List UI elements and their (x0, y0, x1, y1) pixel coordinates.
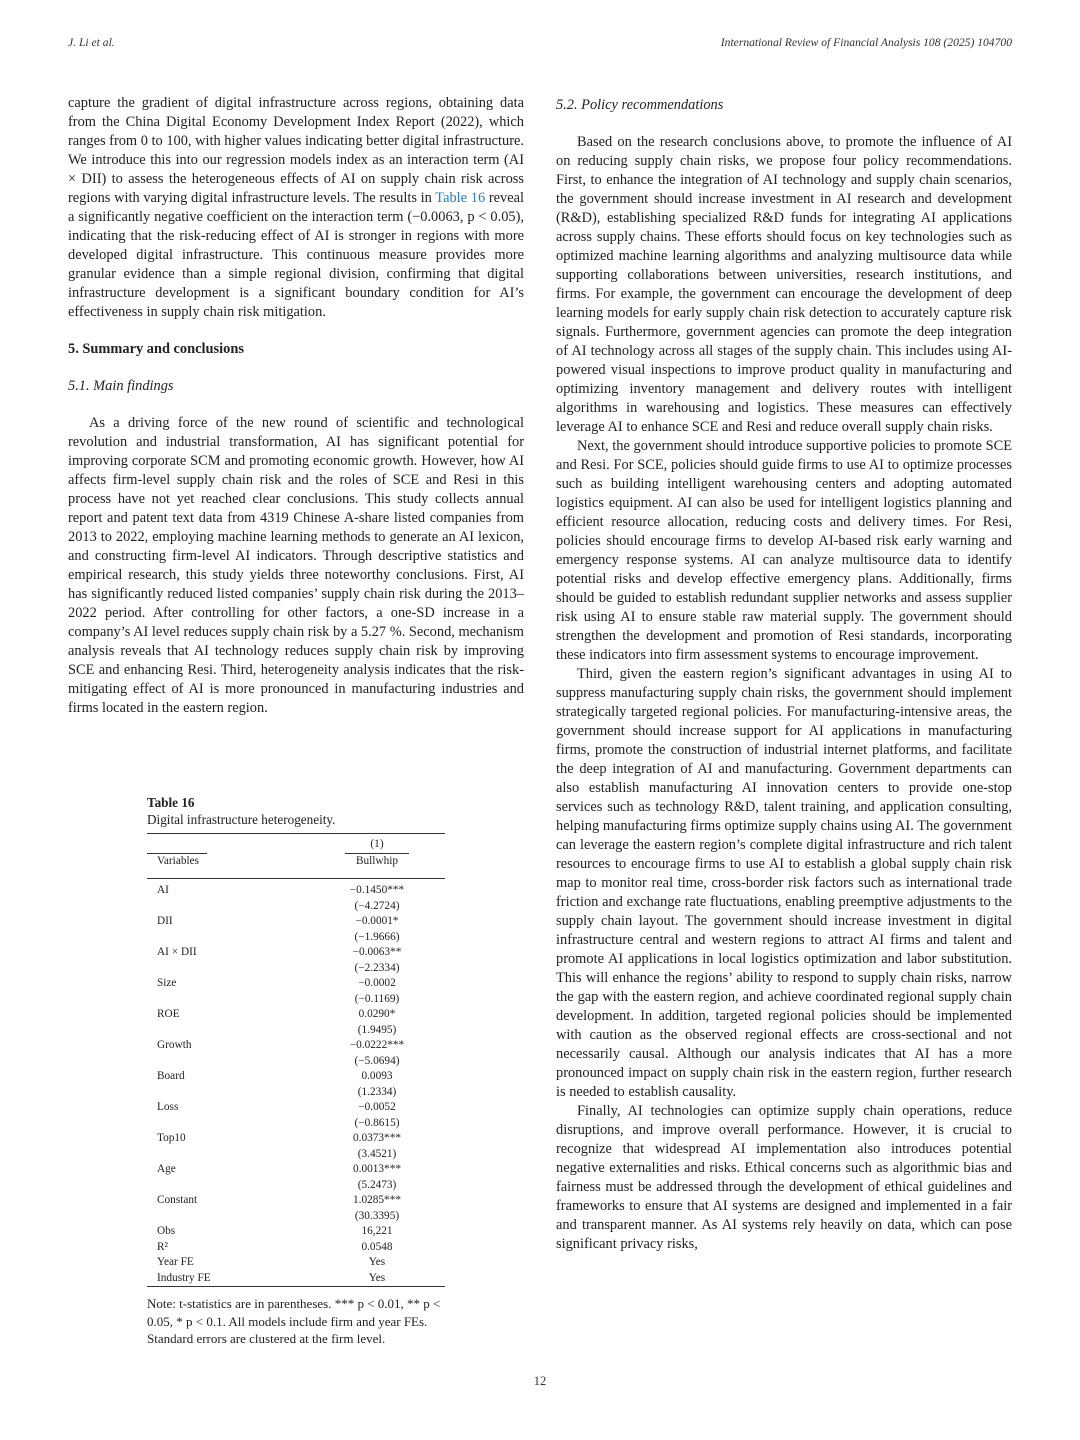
stat-label: Industry FE (147, 1271, 309, 1287)
subsection-heading-policy: 5.2. Policy recommendations (556, 97, 724, 113)
t-statistic: (−0.1169) (354, 992, 400, 1005)
t-statistic: (−2.2334) (354, 961, 400, 974)
stat-label: R² (157, 1240, 168, 1253)
stat-value: 16,221 (361, 1225, 393, 1237)
table-title: Table 16 (147, 795, 195, 810)
table-row-tstat (147, 1085, 445, 1101)
policy-paragraph-1: Based on the research conclusions above, to promote the influence of AI on reducing supply chain risks, we propose four policy recommendations. First, to enhance the integration of AI technology and supply chain scenarios, the government should increase investment in AI research and development (R&D), establishing specialized R&D funds for integrating AI applications across supply chains. These efforts should focus on key technologies such as optimized machine learning algorithms and analyzing multisource data while supporting collaborations between universities, research institutions, and firms. For example, the government can encourage the development of deep learning models for early supply chain risk detection to accurately capture risk signals. Furthermore, government agencies can promote the deep integration of AI technology across all stages of the supply chain. This includes using AI-powered visual inspections to improve product quality in manufacturing and optimizing inventory management and delivery routes with intelligent algorithms in warehousing and logistics. These measures can effectively leverage AI to enhance SCE and Resi and reduce overall supply chain risks. (556, 134, 1012, 435)
table-row (147, 1131, 445, 1147)
table16-link[interactable]: Table 16 (435, 190, 486, 206)
intro-paragraph (68, 94, 524, 322)
coefficient: 0.0093 (361, 1070, 393, 1082)
coefficient: −0.0052 (358, 1101, 396, 1113)
variable-name: Size (157, 977, 177, 989)
t-statistic: (−5.0694) (354, 1054, 400, 1067)
regression-table (147, 833, 445, 1287)
variable-name: AI × DII (157, 946, 197, 958)
coefficient: 1.0285*** (352, 1194, 401, 1206)
table-row (147, 1100, 445, 1116)
table-row (147, 976, 445, 992)
left-column (68, 94, 524, 718)
variable-name: Constant (157, 1194, 198, 1206)
table-row (147, 1069, 445, 1085)
intro-text-2: reveal a significantly negative coefficient on the interaction term (−0.0063, p < 0.05), indicating that the risk-reducing effect of AI is stronger in regions with more developed digital infrastructure. This continuous measure provides more granular evidence than a simple regional division, confirming that digital infrastructure development is a significant boundary condition for AI’s effectiveness in supply chain risk mitigation. (68, 190, 524, 320)
table-row-tstat (147, 930, 445, 946)
coefficient: −0.1450*** (349, 884, 405, 896)
section-heading: 5. Summary and conclusions (68, 341, 244, 357)
main-findings-paragraph: As a driving force of the new round of scientific and technological revolution and industrial transformation, AI has significant potential for improving corporate SCM and promoting economic growth. However, how AI affects firm-level supply chain risk and the roles of SCE and Resi in this process have not yet reached clear conclusions. This study collects annual report and patent text data from 4319 Chinese A-share listed companies from 2013 to 2022, employing machine learning methods to generate an AI lexicon, and constructing firm-level AI indicators. Through descriptive statistics and empirical research, this study yields three noteworthy conclusions. First, AI has significantly reduced listed companies’ supply chain risk during the 2013–2022 period. After controlling for other factors, a one-SD increase in a company’s AI level reduces supply chain risk by a 5.27 %. Second, mechanism analysis reveals that AI technology reduces supply chain risk by improving SCE and enhancing Resi. Third, heterogeneity analysis indicates that the risk-mitigating effect of AI is more pronounced in manufacturing industries and firms located in the eastern region. (68, 415, 524, 716)
table-row-tstat (147, 961, 445, 977)
table-subheader-row (147, 856, 445, 879)
t-statistic: (5.2473) (357, 1178, 397, 1191)
t-statistic: (−0.8615) (354, 1116, 400, 1129)
t-statistic: (30.3395) (354, 1209, 400, 1222)
variable-name: Board (157, 1070, 185, 1082)
t-statistic: (−4.2724) (354, 899, 400, 912)
table-row (147, 1162, 445, 1178)
table-note: Note: t-statistics are in parentheses. *** p < 0.01, ** p < 0.05, * p < 0.1. All models include firm and year FEs. Standard errors are clustered at the firm level. (147, 1296, 441, 1346)
coefficient: −0.0001* (355, 915, 399, 927)
table-row-tstat (147, 1209, 445, 1225)
table-row-tstat (147, 899, 445, 915)
coefficient: −0.0222*** (349, 1039, 405, 1051)
stats-row (147, 1224, 445, 1240)
subsection-heading-main-findings: 5.1. Main findings (68, 378, 174, 394)
page-number: 12 (533, 1374, 547, 1388)
table-row (147, 945, 445, 961)
column-number: (1) (309, 834, 445, 857)
variable-name: Top10 (157, 1132, 186, 1144)
table-row-tstat (147, 1116, 445, 1132)
table-row (147, 883, 445, 899)
coefficient: −0.0063** (352, 946, 402, 958)
table-row-tstat (147, 1147, 445, 1163)
policy-paragraph-3: Third, given the eastern region’s significant advantages in using AI to suppress manufacturing supply chain risks, the government should implement strategically targeted regional policies. For manufacturing-intensive areas, the government should increase support for AI applications in manufacturing firms, promote the construction of industrial internet platforms, and facilitate the deep integration of AI and manufacturing. Government departments can also establish manufacturing AI innovation centers to provide one-stop services such as technology R&D, talent training, and application consulting, helping manufacturing firms optimize supply chains using AI. The government can leverage the eastern region’s complete digital infrastructure and rich talent resources to encourage firms to use AI to establish a global supply chain risk map to monitor real time, cross-border risk factors such as international trade friction and exchange rate fluctuations, enabling preemptive adjustments to the supply chain layout. The government should increase investment in digital infrastructure central and western regions to attract AI firms and talent and promote AI applications in local logistics optimization and labor substitution. This will enhance the regions’ ability to respond to supply chain risks, narrow the gap with the eastern region, and achieve coordinated regional supply chain development. In addition, targeted regional policies should be implemented with caution as the observed regional effects are cross-sectional and not necessarily causal. Although our analysis indicates that AI has a more pronounced impact on supply chain risk in the eastern region, further research is needed to establish causality. (556, 666, 1012, 1100)
table-row-tstat (147, 992, 445, 1008)
variable-name: Age (157, 1163, 176, 1175)
stat-value: 0.0548 (361, 1240, 393, 1253)
table-row (147, 1007, 445, 1023)
table-row (147, 1038, 445, 1054)
variable-name: AI (157, 884, 169, 896)
stats-row (147, 1240, 445, 1256)
variable-name: Growth (157, 1039, 192, 1051)
coefficient: 0.0013*** (352, 1163, 401, 1175)
t-statistic: (3.4521) (357, 1147, 397, 1160)
t-statistic: (1.2334) (357, 1085, 397, 1098)
policy-paragraph-2: Next, the government should introduce supportive policies to promote SCE and Resi. For SCE, policies should guide firms to use AI to optimize processes such as building intelligent warehousing centers and adopting automated logistics equipment. AI can also be used for intelligent logistics planning and efficient resource allocation, reducing costs and delivery times. For Resi, policies should encourage firms to develop AI-based risk early warning and emergency response systems. AI can analyze multisource data to identify potential risks and develop effective emergency plans. Additionally, firms should be guided to establish redundant supplier networks and assess supplier risk using AI to ensure stable raw material supply. The government should strengthen the development and promotion of Resi standards, incorporating these indicators into firm assessment systems to encourage improvement. (556, 438, 1012, 663)
bullwhip-header: Bullwhip (355, 854, 399, 867)
stat-value: Yes (309, 1271, 445, 1287)
table-row (147, 1193, 445, 1209)
right-column (556, 94, 1012, 1254)
coefficient: 0.0373*** (352, 1132, 401, 1144)
variable-name: ROE (157, 1008, 180, 1020)
coefficient: −0.0002 (358, 977, 396, 989)
header-journal: International Review of Financial Analysis 108 (2025) 104700 (720, 36, 1012, 49)
table-row-tstat (147, 1023, 445, 1039)
stat-label: Obs (157, 1225, 176, 1237)
stats-row (147, 1255, 445, 1271)
coefficient: 0.0290* (358, 1008, 396, 1020)
table-row (147, 914, 445, 930)
t-statistic: (1.9495) (357, 1023, 397, 1036)
stat-label: Year FE (157, 1256, 194, 1268)
variable-name: DII (157, 915, 173, 927)
stats-row (147, 1271, 445, 1287)
variable-name: Loss (157, 1101, 179, 1113)
intro-text-1: capture the gradient of digital infrastructure across regions, obtaining data from the China Digital Economy Development Index Report (2022), which ranges from 0 to 100, with higher values indicating better digital infrastructure. We introduce this into our regression models index as an interaction term (AI × DII) to assess the heterogeneous effects of AI on supply chain risk across regions with varying digital infrastructure levels. The results in (68, 95, 524, 206)
t-statistic: (−1.9666) (354, 930, 400, 943)
variables-header: Variables (157, 854, 200, 867)
table-row-tstat (147, 1178, 445, 1194)
table-caption: Digital infrastructure heterogeneity. (147, 812, 336, 827)
policy-paragraph-4: Finally, AI technologies can optimize supply chain operations, reduce disruptions, and improve overall performance. However, it is crucial to recognize that widespread AI implementation also introduces potential negative externalities and risks. Ethical concerns such as algorithmic bias and fairness must be addressed through the development of ethical guidelines and frameworks to ensure that AI systems are designed and implemented in a fair and transparent manner. As AI systems rely heavily on data, which can pose significant privacy risks, (556, 1103, 1012, 1252)
table-16 (147, 794, 445, 1348)
running-header (68, 36, 1012, 56)
stat-value: Yes (368, 1256, 386, 1268)
table-row-tstat (147, 1054, 445, 1070)
header-authors: J. Li et al. (68, 36, 115, 49)
